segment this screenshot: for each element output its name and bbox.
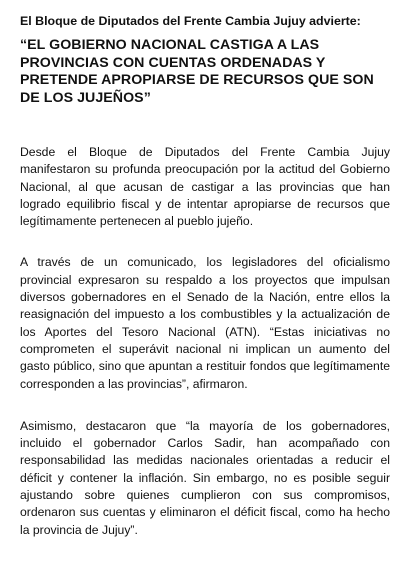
body-paragraph-2: A través de un comunicado, los legisladores del oficialismo provincial expresaron su respaldo a los proyectos que impulsan diversos gobernadores en el Senado de la Nación, entre ellos la reasignación del impuesto a los combustibles y la actualización de los Aportes del Tesoro Nacional (ATN). “Estas iniciativas no comprometen el superávit nacional ni implican un aumento del gasto público, sino que apuntan a restituir fondos que legítimamente corresponden a las provincias”, afirmaron. <box>20 255 390 391</box>
body-paragraph-3: Asimismo, destacaron que “la mayoría de los gobernadores, incluido el gobernador Carlos Sadir, han acompañado con responsabilidad las medidas nacionales orientadas a reducir el déficit y contener la inflación. Sin embargo, no es posible seguir ajustando sobre quienes cumplieron con sus compromisos, ordenaron sus cuentas y eliminaron el déficit fiscal, como ha hecho la provincia de Jujuy”. <box>20 418 390 537</box>
body-paragraph-1: Desde el Bloque de Diputados del Frente Cambia Jujuy manifestaron su profunda preocupación por la actitud del Gobierno Nacional, al que acusan de castigar a las provincias que han logrado equilibrio fiscal y de intentar apropiarse de recursos que legítimamente pertenecen al pueblo jujeño. <box>20 145 390 229</box>
intro-line: El Bloque de Diputados del Frente Cambia Jujuy advierte: <box>20 14 361 28</box>
headline: “EL GOBIERNO NACIONAL CASTIGA A LAS PROVINCIAS CON CUENTAS ORDENADAS Y PRETENDE APROPIARSE DE RECURSOS QUE SON DE LOS JUJEÑOS” <box>20 37 374 106</box>
document-page <box>20 12 390 539</box>
